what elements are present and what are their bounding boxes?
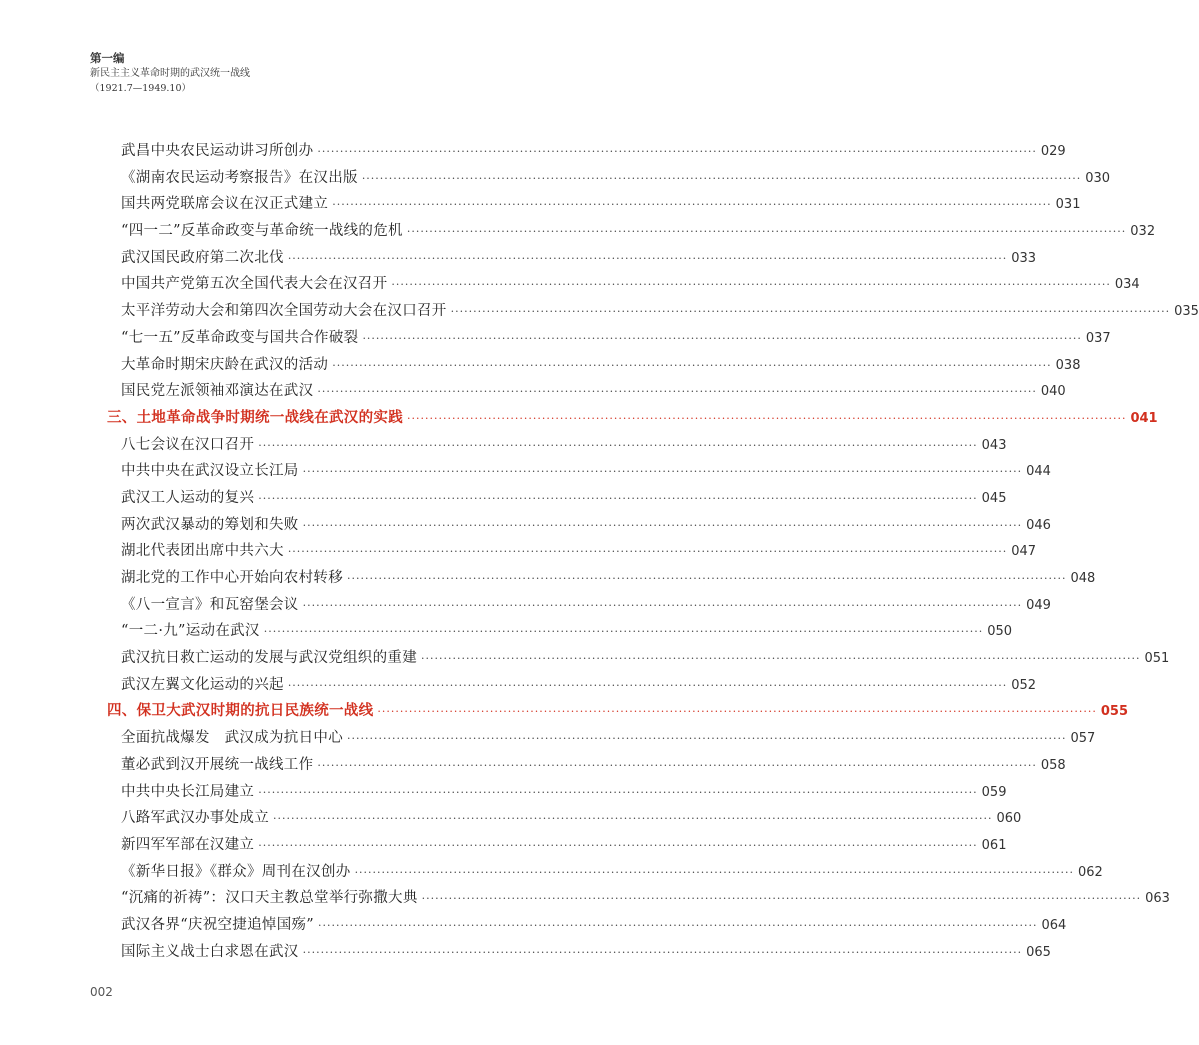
dot-leader: ································································································································································ [318,918,1038,932]
dot-leader: ································································································································································ [332,198,1052,212]
dot-leader: ································································································································································ [287,545,1008,559]
toc-entry-title: 国共两党联席会议在汉正式建立 [121,196,329,213]
dot-leader: ································································································································································ [354,865,1075,879]
toc-entry-row[interactable] [107,512,1051,539]
page-number: 002 [90,985,113,999]
dot-leader: ································································································································································ [302,518,1023,532]
toc-entry-page: 055 [1100,704,1128,720]
toc-entry-title: “沉痛的祈祷”：汉口天主教总堂举行弥撒大典 [121,890,418,907]
toc-entry-title: 《八一宣言》和瓦窑堡会议 [121,596,299,613]
toc-entry-title: “四一二”反革命政变与革命统一战线的危机 [121,223,403,240]
toc-entry-title: 武昌中央农民运动讲习所创办 [121,143,314,159]
toc-entry-page: 032 [1130,224,1156,240]
toc-entry-page: 045 [981,490,1007,506]
dot-leader: ································································································································································ [263,625,984,639]
dot-leader: ································································································································································ [421,892,1142,906]
toc-entry-row[interactable] [107,779,1007,806]
toc-entry-page: 035 [1174,304,1199,320]
toc-entry-title: 董必武到汉开展统一战线工作 [121,756,314,773]
toc-entry-row[interactable] [107,832,1007,859]
dot-leader: ································································································································································ [377,705,1097,719]
toc-entry-row[interactable] [107,672,1037,699]
dot-leader: ································································································································································ [287,251,1008,265]
toc-entry-row[interactable] [107,218,1156,245]
toc-entry-title: 太平洋劳动大会和第四次全国劳动大会在汉口召开 [121,303,447,320]
toc-entry-page: 058 [1040,757,1066,773]
toc-entry-page: 048 [1070,571,1096,586]
dot-leader: ································································································································································ [258,438,978,452]
dot-leader: ································································································································································ [302,945,1023,959]
dot-leader: ································································································································································ [407,411,1127,425]
dot-leader: ································································································································································ [302,598,1023,612]
toc-entry-page: 031 [1055,197,1081,213]
toc-entry-title: 中共中央长江局建立 [121,783,255,800]
toc-entry-row[interactable] [107,885,1170,912]
toc-entry-row[interactable] [107,325,1111,352]
toc-entry-page: 059 [981,784,1007,800]
toc-entry-page: 038 [1055,357,1081,373]
toc-entry-title: 全面抗战爆发 武汉成为抗日中心 [121,730,343,747]
dot-leader: ································································································································································ [287,678,1008,692]
toc-entry-page: 046 [1026,517,1051,533]
part-subtitle: 新民主主义革命时期的武汉统一战线 [90,68,250,79]
toc-entry-row[interactable] [107,592,1051,619]
toc-entry-page: 043 [981,437,1007,453]
toc-entry-page: 052 [1011,677,1037,693]
toc-entry-row[interactable] [107,432,1007,459]
toc-entry-title: “一二·九”运动在武汉 [121,623,260,640]
toc-entry-title: 新四军军部在汉建立 [121,836,255,853]
toc-entry-title: 武汉工人运动的复兴 [121,489,255,506]
toc-entry-title: “七一五”反革命政变与国共合作破裂 [121,329,359,346]
toc-entry-title: 武汉左翼文化运动的兴起 [121,676,284,693]
toc-entry-row[interactable] [107,752,1066,779]
toc-entry-page: 034 [1114,277,1140,293]
toc-entry-title: 中共中央在武汉设立长江局 [121,463,299,480]
toc-entry-row[interactable] [107,352,1081,379]
toc-entry-title: 八路军武汉办事处成立 [121,810,269,827]
toc-entry-page: 063 [1145,891,1170,907]
toc-entry-page: 033 [1011,250,1037,266]
toc-entry-page: 050 [987,624,1013,640]
toc-entry-page: 060 [996,811,1022,827]
toc-entry-row[interactable] [107,565,1096,592]
part-label: 第一编 [90,51,125,65]
toc-entry-row[interactable] [107,939,1051,966]
dot-leader: ································································································································································ [332,358,1052,372]
dot-leader: ································································································································································ [317,145,1037,158]
dot-leader: ································································································································································ [406,225,1127,239]
toc-entry-title: 湖北代表团出席中共六大 [121,543,284,560]
toc-entry-page: 065 [1026,944,1051,960]
toc-entry-page: 061 [981,837,1007,853]
dot-leader: ································································································································································ [450,305,1171,319]
toc-entry-row[interactable] [107,912,1067,939]
toc-entry-title: 国民党左派领袖邓演达在武汉 [121,383,314,400]
dot-leader: ································································································································································ [302,465,1023,479]
toc-entry-title: 两次武汉暴动的筹划和失败 [121,516,299,533]
toc-section-row[interactable] [107,405,1158,432]
toc-entry-page: 044 [1026,464,1051,480]
dot-leader: ································································································································································ [362,331,1082,345]
dot-leader: ································································································································································ [258,838,978,852]
toc-entry-row[interactable] [107,138,1066,165]
toc-entry-page: 064 [1041,917,1067,933]
toc-entry-title: 《新华日报》《群众》周刊在汉创办 [121,863,351,880]
toc-entry-page: 030 [1085,170,1111,186]
dot-leader: ································································································································································ [273,812,993,826]
toc-entry-title: 四、保卫大武汉时期的抗日民族统一战线 [107,703,374,720]
dot-leader: ································································································································································ [317,385,1037,399]
running-head [90,51,250,96]
toc-entry-page: 037 [1085,330,1111,346]
toc-entry-row[interactable] [107,645,1170,672]
toc-entry-row[interactable] [107,271,1140,298]
toc-entry-page: 041 [1130,410,1158,426]
toc-entry-page: 051 [1144,651,1170,667]
toc-entry-title: 武汉抗日救亡运动的发展与武汉党组织的重建 [121,650,417,667]
toc-entry-page: 040 [1040,384,1066,400]
dot-leader: ································································································································································ [258,491,978,505]
toc-entry-row[interactable] [107,378,1066,405]
toc-entry-title: 《湖南农民运动考察报告》在汉出版 [121,169,358,186]
toc-entry-page: 047 [1011,544,1037,560]
dot-leader: ································································································································································ [421,652,1141,666]
toc-entry-row[interactable] [107,191,1081,218]
toc-entry-title: 八七会议在汉口召开 [121,436,255,453]
toc-entry-row[interactable] [107,245,1037,272]
dot-leader: ································································································································································ [347,732,1067,746]
toc-entry-row[interactable] [107,725,1096,752]
toc-entry-row[interactable] [107,458,1051,485]
toc-section-row[interactable] [107,698,1128,725]
toc-entry-page: 049 [1026,597,1051,613]
dot-leader: ································································································································································ [258,785,978,799]
toc-entry-title: 三、土地革命战争时期统一战线在武汉的实践 [107,409,403,426]
toc-entry-row[interactable] [107,485,1007,512]
dot-leader: ································································································································································ [317,758,1037,772]
toc-entry-row[interactable] [107,538,1037,565]
toc-entry-row[interactable] [107,859,1103,886]
toc-entry-title: 武汉各界“庆祝空捷追悼国殇” [121,916,315,933]
toc-entry-title: 国际主义战士白求恩在武汉 [121,943,299,960]
table-of-contents [107,138,1199,965]
toc-entry-title: 武汉国民政府第二次北伐 [121,249,284,266]
part-years: （1921.7—1949.10） [90,83,192,94]
toc-entry-page: 029 [1040,144,1066,159]
dot-leader: ································································································································································ [391,278,1111,292]
dot-leader: ································································································································································ [361,171,1082,185]
toc-entry-row[interactable] [107,618,1013,645]
toc-entry-row[interactable] [107,165,1111,192]
toc-entry-page: 057 [1070,731,1096,747]
toc-entry-row[interactable] [107,805,1022,832]
toc-entry-title: 大革命时期宋庆龄在武汉的活动 [121,356,329,373]
toc-entry-row[interactable] [107,298,1199,325]
toc-entry-title: 中国共产党第五次全国代表大会在汉召开 [121,276,388,293]
toc-entry-page: 062 [1078,864,1103,880]
toc-entry-title: 湖北党的工作中心开始向农村转移 [121,570,343,586]
dot-leader: ································································································································································ [347,572,1067,585]
